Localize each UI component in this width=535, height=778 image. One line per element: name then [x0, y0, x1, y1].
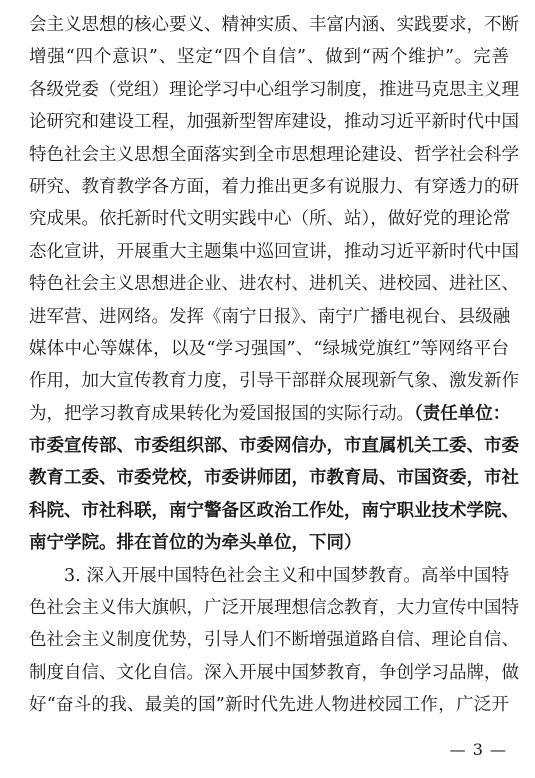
responsible-units-line: 教育工委、市委党校，市委讲师团，市教育局、市国资委，市社: [29, 468, 519, 489]
text-line: 好“奋斗的我、最美的国”新时代先进人物进校园工作，广泛开: [29, 695, 509, 716]
text-line: 进军营、进网络。发挥《南宁日报》、南宁广播电视台、县级融: [29, 306, 511, 327]
text-line-mixed: [29, 398, 509, 430]
page-number: — 3 —: [449, 740, 507, 759]
responsible-units-line: 科院、市社科联，南宁警备区政治工作处，南宁职业技术学院、: [29, 500, 519, 521]
paragraph-section-3: [29, 560, 519, 722]
text-line: 色社会主义制度优势，引导人们不断增强道路自信、理论自信、: [29, 630, 519, 651]
text-line: 媒体中心等媒体，以及“学习强国”、“绿城党旗红”等网络平台: [29, 338, 509, 359]
paragraph-theory-study: [29, 9, 519, 430]
text-line: 各级党委（党组）理论学习中心组学习制度，推进马克思主义理: [29, 79, 519, 100]
text-line: 究成果。依托新时代文明实践中心（所、站），做好党的理论常: [29, 209, 511, 230]
text-line: 态化宣讲，开展重大主题集中巡回宣讲，推动习近平新时代中国: [29, 241, 519, 262]
text-line: 特色社会主义思想进企业、进农村、进机关、进校园、进社区、: [29, 274, 519, 295]
document-body: [29, 9, 519, 722]
text-line: 作用，加大宣传教育力度，引导干部群众展现新气象、激发新作: [29, 371, 519, 392]
text-line: 研究、教育教学各方面，着力推出更多有说服力、有穿透力的研: [29, 176, 519, 197]
responsible-units-line: 南宁学院。排在首位的为牵头单位，下同）: [29, 533, 362, 554]
text-line: 论研究和建设工程，加强新型智库建设，推动习近平新时代中国: [29, 112, 519, 133]
text-normal: 为，把学习教育成果转化为爱国报国的实际行动。: [29, 403, 414, 424]
text-line: 制度自信、文化自信。深入开展中国梦教育，争创学习品牌，做: [29, 662, 519, 683]
section-heading-line: 3. 深入开展中国特色社会主义和中国梦教育。高举中国特: [64, 565, 509, 586]
responsible-units-label: （责任单位：: [414, 403, 511, 424]
responsible-units-line: 市委宣传部、市委组织部、市委网信办，市直属机关工委、市委: [29, 436, 519, 457]
text-line: 特色社会主义思想全面落实到全市思想理论建设、哲学社会科学: [29, 144, 519, 165]
text-line: 色社会主义伟大旗帜，广泛开展理想信念教育，大力宣传中国特: [29, 598, 519, 619]
text-line: 增强“四个意识”、坚定“四个自信”、做到“两个维护”。完善: [29, 47, 509, 68]
responsible-units: [29, 430, 519, 560]
text-line: 会主义思想的核心要义、精神实质、丰富内涵、实践要求，不断: [29, 15, 519, 35]
